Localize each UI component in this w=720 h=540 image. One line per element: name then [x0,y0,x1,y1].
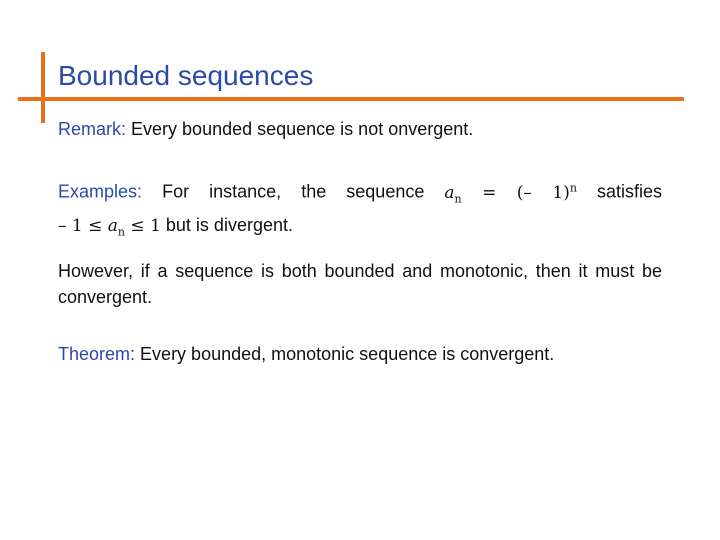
slide-title: Bounded sequences [58,60,314,91]
bound-variable: a [107,216,118,237]
theorem-label: Theorem: [58,344,136,364]
remark-label: Remark: [58,119,127,139]
examples-text-before: For instance, the sequence [162,181,425,202]
theorem-paragraph [58,341,662,367]
bound-inequality [58,216,161,239]
examples-label: Examples: [58,181,143,202]
however-paragraph: However, if a sequence is both bounded and monotonic, then it must be convergent. [58,261,662,307]
accent-vertical-bar [41,52,45,123]
formula-exponent: n [569,181,577,194]
formula-relation: = [482,182,497,203]
formula-base: (– 1) [516,182,570,203]
bound-subscript: n [117,225,126,239]
formula-variable: a [444,182,455,203]
examples-conclusion: but is divergent. [165,215,293,236]
bound-right: ≤ 1 [130,216,161,237]
examples-paragraph [58,175,662,245]
examples-line-2 [58,212,662,245]
formula-subscript: n [454,192,462,206]
bound-left: – 1 ≤ [58,216,103,237]
theorem-text: Every bounded, monotonic sequence is convergent. [140,344,555,364]
accent-horizontal-bar [18,97,684,101]
examples-line-1 [58,175,662,212]
remark-paragraph [58,116,662,142]
remark-text: Every bounded sequence is not onvergent. [131,119,474,139]
examples-text-after: satisfies [596,181,662,202]
sequence-formula [444,181,577,206]
